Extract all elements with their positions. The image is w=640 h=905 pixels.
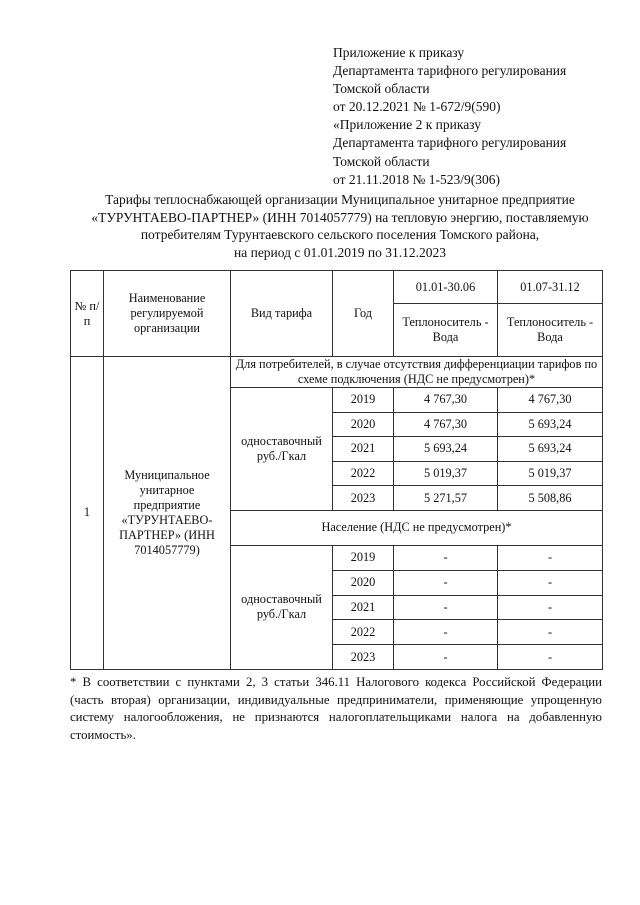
tariff1-cell: -	[394, 570, 498, 595]
header-line: от 21.11.2018 № 1-523/9(306)	[333, 171, 500, 187]
tariff1-cell: 4 767,30	[394, 412, 498, 437]
year-cell: 2023	[333, 645, 394, 670]
footnote-line: (часть вторая) организации, индивидуальные предприниматели, применяющие упрощенную	[70, 692, 602, 707]
col-type-header: Вид тарифа	[231, 271, 333, 357]
tariff2-cell: 5 693,24	[498, 412, 603, 437]
document-title	[60, 191, 620, 261]
section-label: Население (НДС не предусмотрен)*	[231, 510, 603, 545]
col-num-header: № п/п	[71, 271, 104, 357]
tariff-table	[70, 270, 603, 670]
year-cell: 2021	[333, 595, 394, 620]
year-cell: 2019	[333, 388, 394, 413]
footnote	[70, 674, 602, 744]
year-cell: 2021	[333, 437, 394, 462]
header-line: Томской области	[333, 153, 430, 169]
year-cell: 2020	[333, 570, 394, 595]
col-org-header: Наименование регулируемой организации	[104, 271, 231, 357]
header-line: «Приложение 2 к приказу	[333, 117, 481, 133]
organization-name: Муниципальное унитарное предприятие «ТУРУНТАЕВО-ПАРТНЕР» (ИНН 7014057779)	[104, 357, 231, 670]
title-line: на период с 01.01.2019 по 31.12.2023	[234, 244, 446, 260]
tariff-type: одноставочный руб./Гкал	[231, 545, 333, 669]
tariff1-cell: -	[394, 645, 498, 670]
year-cell: 2023	[333, 486, 394, 511]
appendix-header	[333, 44, 566, 189]
header-line: Департамента тарифного регулирования	[333, 63, 567, 79]
title-line: Тарифы теплоснабжающей организации Муниципальное унитарное предприятие	[105, 192, 575, 207]
carrier1-header: Теплоноситель - Вода	[394, 304, 498, 357]
footnote-line: * В соответствии с пунктами 2, 3 статьи 346.11 Налогового кодекса Российской Федерации	[70, 675, 602, 689]
year-cell: 2020	[333, 412, 394, 437]
tariff2-cell: 5 019,37	[498, 461, 603, 486]
row-number: 1	[71, 357, 104, 670]
year-cell: 2022	[333, 461, 394, 486]
tariff2-cell: -	[498, 545, 603, 570]
tariff1-cell: 4 767,30	[394, 388, 498, 413]
tariff2-cell: -	[498, 570, 603, 595]
tariff1-cell: -	[394, 620, 498, 645]
header-line: Томской области	[333, 81, 430, 97]
carrier2-header: Теплоноситель - Вода	[498, 304, 603, 357]
title-line: потребителям Турунтаевского сельского поселения Томского района,	[140, 227, 540, 242]
tariff2-cell: -	[498, 620, 603, 645]
tariff2-cell: 4 767,30	[498, 388, 603, 413]
tariff2-cell: 5 508,86	[498, 486, 603, 511]
footnote-line: стоимость».	[70, 727, 136, 742]
year-cell: 2022	[333, 620, 394, 645]
title-line: «ТУРУНТАЕВО-ПАРТНЕР» (ИНН 7014057779) на тепловую энергию, поставляемую	[91, 209, 589, 225]
section-label: Для потребителей, в случае отсутствия дифференциации тарифов по схеме подключения (НДС не предусмотрен)*	[231, 357, 603, 388]
tariff1-cell: -	[394, 595, 498, 620]
tariff1-cell: 5 271,57	[394, 486, 498, 511]
header-line: Департамента тарифного регулирования	[333, 135, 567, 151]
tariff-type: одноставочный руб./Гкал	[231, 388, 333, 511]
tariff2-cell: -	[498, 595, 603, 620]
period1-header: 01.01-30.06	[394, 271, 498, 304]
tariff1-cell: 5 693,24	[394, 437, 498, 462]
tariff1-cell: -	[394, 545, 498, 570]
header-line: Приложение к приказу	[333, 45, 465, 60]
period2-header: 01.07-31.12	[498, 271, 603, 304]
footnote-line: систему налогообложения, не признаются налогоплательщиками налога на добавленную	[70, 710, 602, 724]
year-cell: 2019	[333, 545, 394, 570]
tariff2-cell: -	[498, 645, 603, 670]
tariff1-cell: 5 019,37	[394, 461, 498, 486]
col-year-header: Год	[333, 271, 394, 357]
tariff2-cell: 5 693,24	[498, 437, 603, 462]
header-line: от 20.12.2021 № 1-672/9(590)	[333, 99, 501, 115]
